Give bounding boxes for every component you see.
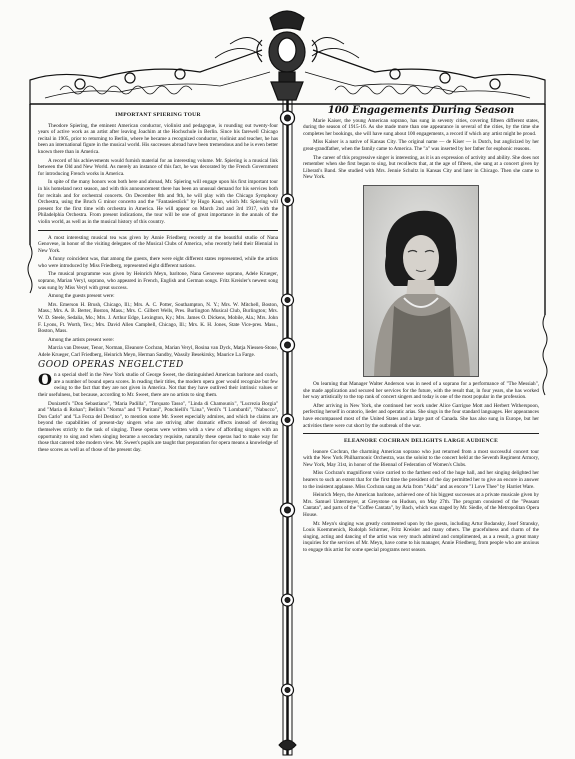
paragraph: Miss Kaiser is a native of Kansas City. The original name — de Kiser — is Dutch, but anglicized by her great-grandfather, when the family came to America. The "a" was inserted by her father for euphonic reasons. bbox=[303, 139, 539, 152]
paragraph: Donizetti's "Don Sebastiano", "Maria Padilla", "Torquato Tasso", "Linda di Chamounix", "Lucrezia Borgia" and "Maria di Rohan"; Bellini's "Norma" and "I Puritani", Ponchielli's "Lina", Verdi's "I Lombardi", "Nabucco", Don Carlo" and "La Forza del Destino", to mention some Mr. Sweet especially admires, and which he claims are beyond the capabilities of present-day singers who are striving after dramatic effects instead of devoting themselves strictly to the task of singing. These operas were written with a view of affording singers with an opportunity to sing and when singing became a secondary requisite, naturally these operas had to make way for those that catered tobe modern view. Mr. Sweet's pupils are taught that preparation for opera means a knowledge of these scores as well as of those of the present day. bbox=[38, 400, 278, 453]
paragraph: Marcia van Dresser, Tenor, Norman, Eleanore Cochran, Marian Veryl, Rosina van Dyck, Matja Niessen-Stone, Adele Krueger, Carl Friedberg, Heinrich Meyn, Herman Sandby, Wassily Besekirsky, Maurice La Farge. bbox=[38, 345, 278, 358]
paragraph: Marie Kaiser, the young American soprano, has sung in seventy cities, covering fifteen different states, during the season of 1915-16. As she made more than one appearance in several of the cities, by the time she completes her bookings, she will have sung about 100 engagements, a record if which any artist might be proud. bbox=[303, 117, 539, 137]
urn-ornament bbox=[215, 11, 359, 100]
paragraph: Mrs. Emerson H. Brush, Chicago, Ill.; Mrs. A. C. Potter, Southampton, N. Y.; Mrs. W. Mitchell, Boston, Mass.; Mrs. A. B. Berter, Boston, Mass.; Mrs. C. Gilbert Wells, Pres. Burlington Musical Club, Burlington; Mrs. W. D. Steele, Sedalia, Mo.; Mrs. J. Arthur Edge, Lexington, Ky.; Mrs. James O. Dickens, Mobile, Ala.; Mrs. John F. Lyons, Ft. Worth, Tex.; Mrs. David Allen Campbell, Chicago, Ill.; Mrs. K. H. Jones, State Vice-pres. Mass., Boston, Mass. bbox=[38, 301, 278, 335]
paragraph: On learning that Manager Walter Anderson was in need of a soprano for a performance of "The Messiah", she made application and secured her services for the future, with the result that, in four years, she has worked her way artistically to the top rank of concert singers and today is one of the most popular in the profession. bbox=[303, 380, 539, 401]
paragraph: A most interesting musical tea was given by Annie Friedberg recently at the beautiful studio of Nana Genovese, in honor of the visiting delegates of the Musical Clubs of America, who recently held their Biennial in New York. bbox=[38, 234, 278, 254]
kaiser-article-cont bbox=[303, 381, 539, 429]
paragraph: Mr. Meyn's singing was greatly commented upon by the guests, including Artur Bodansky, Josef Stransky, Louis Koemmenich, Rudolph Schirmer, Fritz Kreisler and many others. The gracefulness and charm of the singing, acting and dancing of the artist was very much admired and complimented, as a a result, a great many inquiries for the services of Mr. Meyn, have come to his manager, Annie Friedberg, from people who are anxious to engage this artist for some special programs next season. bbox=[303, 520, 539, 553]
spiering-article bbox=[38, 123, 278, 226]
paragraph: A record of his achievements would furnish material for an interesting volume. Mr. Spiering is a musical link between the Old and New World. As merely an instance of this fact, he was decorated by the French Government for introducing French works in America. bbox=[38, 157, 278, 177]
cochran-heading: ELEANORE COCHRAN DELIGHTS LARGE AUDIENCE bbox=[343, 438, 499, 445]
paragraph: A funny coincident was, that among the guests, there were eight different states represented, while the artists who were introduced by Miss Friedberg, represented eight different nations. bbox=[38, 256, 278, 269]
paragraph-first bbox=[38, 372, 278, 398]
paragraph: The musical programme was given by Heinrich Meyn, baritone, Nana Genovese soprano, Adele Krueger, soprano, Marian Veryl, soprano, who appeared in French, English and German songs. Fritz Kreisler's newest song was sung by Miss Veryl with great success. bbox=[38, 271, 278, 291]
header-ornament bbox=[30, 50, 545, 105]
drop-cap: O bbox=[38, 370, 52, 390]
paragraph: Among the guests present were: bbox=[48, 293, 115, 300]
cochran-article bbox=[303, 449, 539, 554]
paragraph: In spite of the many honors won both here and abroad, Mr. Spiering will engage upon his first important tour in his homeland next season, and with this announcement there has been an unusual demand for his services both for recitals and for orchestral concerts. On December 8th and 9th, he will play with the Chicago Symphony Orchestra, using the Bruch G minor concerto and the "Fantasiestück" by Hugo Kaun, which Mr. Spiering will present for the first time with orchestra in America. He will appear on March 2nd and 3rd 1917, with the Philadelphia Orchestra. From present indications, the tour will be one of great importance in the annals of the violin world, as well as in the musical history of this country. bbox=[38, 179, 278, 225]
paragraph: Heinrich Meyn, the American baritone, achieved one of his biggest successes at a private musicale given by Mrs. Samuel Untermeyer, at Greystone on Hudson, on May 27th. The program consisted of the "Peasant Cantata", and parts of the "Coffee Cantata", by Bach, which was staged by Mr. Siedle, of the Metropolitan Opera House. bbox=[303, 492, 539, 519]
paragraph: Miss Cochran's magnificent voice carried to the farthest end of the huge hall, and her singing delighted her hearers to such an extent that for the first time the president of the day permitted her to give an encore in answer to the insistent applause. Miss Cochran sang an Aria from "Aida" and as encore "I Love Thee" by Harriet Ware. bbox=[303, 470, 539, 490]
left-column bbox=[38, 112, 278, 455]
paragraph: The career of this progressive singer is interesting, as it is an expression of activity and ability. She does not remember when she first began to sing, but recollects that, at the age of fifteen, she sang at a concert given by Liberati's Band. She studied with Mrs. Jennie Schultz in Kansas City and later in Chicago. Then she came to New York. bbox=[303, 154, 539, 181]
opera-article bbox=[38, 372, 278, 453]
tea-article bbox=[38, 235, 278, 359]
portrait-image bbox=[364, 186, 478, 376]
opera-heading: GOOD OPERAS NEGELCTED bbox=[38, 359, 184, 370]
paragraph: After arriving in New York, she continued her work under Alice Garrigue Mott and Herbert Witherspoon, perfecting herself in oratorio, lieder and operatic arias. She sings in the four standard languages. Her appearances have encompassed most of the United States and a large part of Canada. She has also sung in Europe, but her activities there were cut short by the outbreak of the war. bbox=[303, 402, 539, 429]
portrait-photo bbox=[363, 185, 479, 377]
spiering-heading: IMPORTANT SPIERING TOUR bbox=[115, 112, 201, 118]
divider bbox=[38, 230, 278, 231]
center-column-ornament bbox=[279, 100, 296, 755]
right-column bbox=[303, 105, 539, 556]
kaiser-article bbox=[303, 118, 539, 181]
paragraph-text: n a special shelf in the New York studio of George Sweet, the distinguished American baritone and coach, are a number of bound opera scores. In reading their titles, the modern opera goer would recognize but few owing to the fact that they are not given in America. Not that they have outlived their intrinsic values or their usefulness, but because, according to Mr. Sweet, there are no artists to sing them. bbox=[38, 372, 278, 398]
paragraph: leanore Cochran, the charming American soprano who just returned from a most successful concert tour with the New York Philharmonic Orchestra, was the soloist to the concert held at the Seventh Regiment Armory, New York, May 31st, in honor of the Biennal of Federation of Women's Clubs. bbox=[303, 448, 539, 468]
divider bbox=[303, 433, 539, 434]
paragraph: Among the artists present were: bbox=[48, 336, 114, 343]
paragraph: Theodore Spiering, the eminent American conductor, violinist and pedagogue, is rounding out twenty-four years of active work as an artist after leaving Joachim at the Hochschule in Berlin. Since his farewell Chicago recital in 1905, prior to returning to Berlin, where he became a recognized conductor, violinist and teacher, he has been an international figure in the musical world. His successes abroad have been tremendous and he is even better known there than in America. bbox=[38, 122, 278, 155]
engagements-heading: 100 Engagements During Season bbox=[327, 105, 515, 116]
